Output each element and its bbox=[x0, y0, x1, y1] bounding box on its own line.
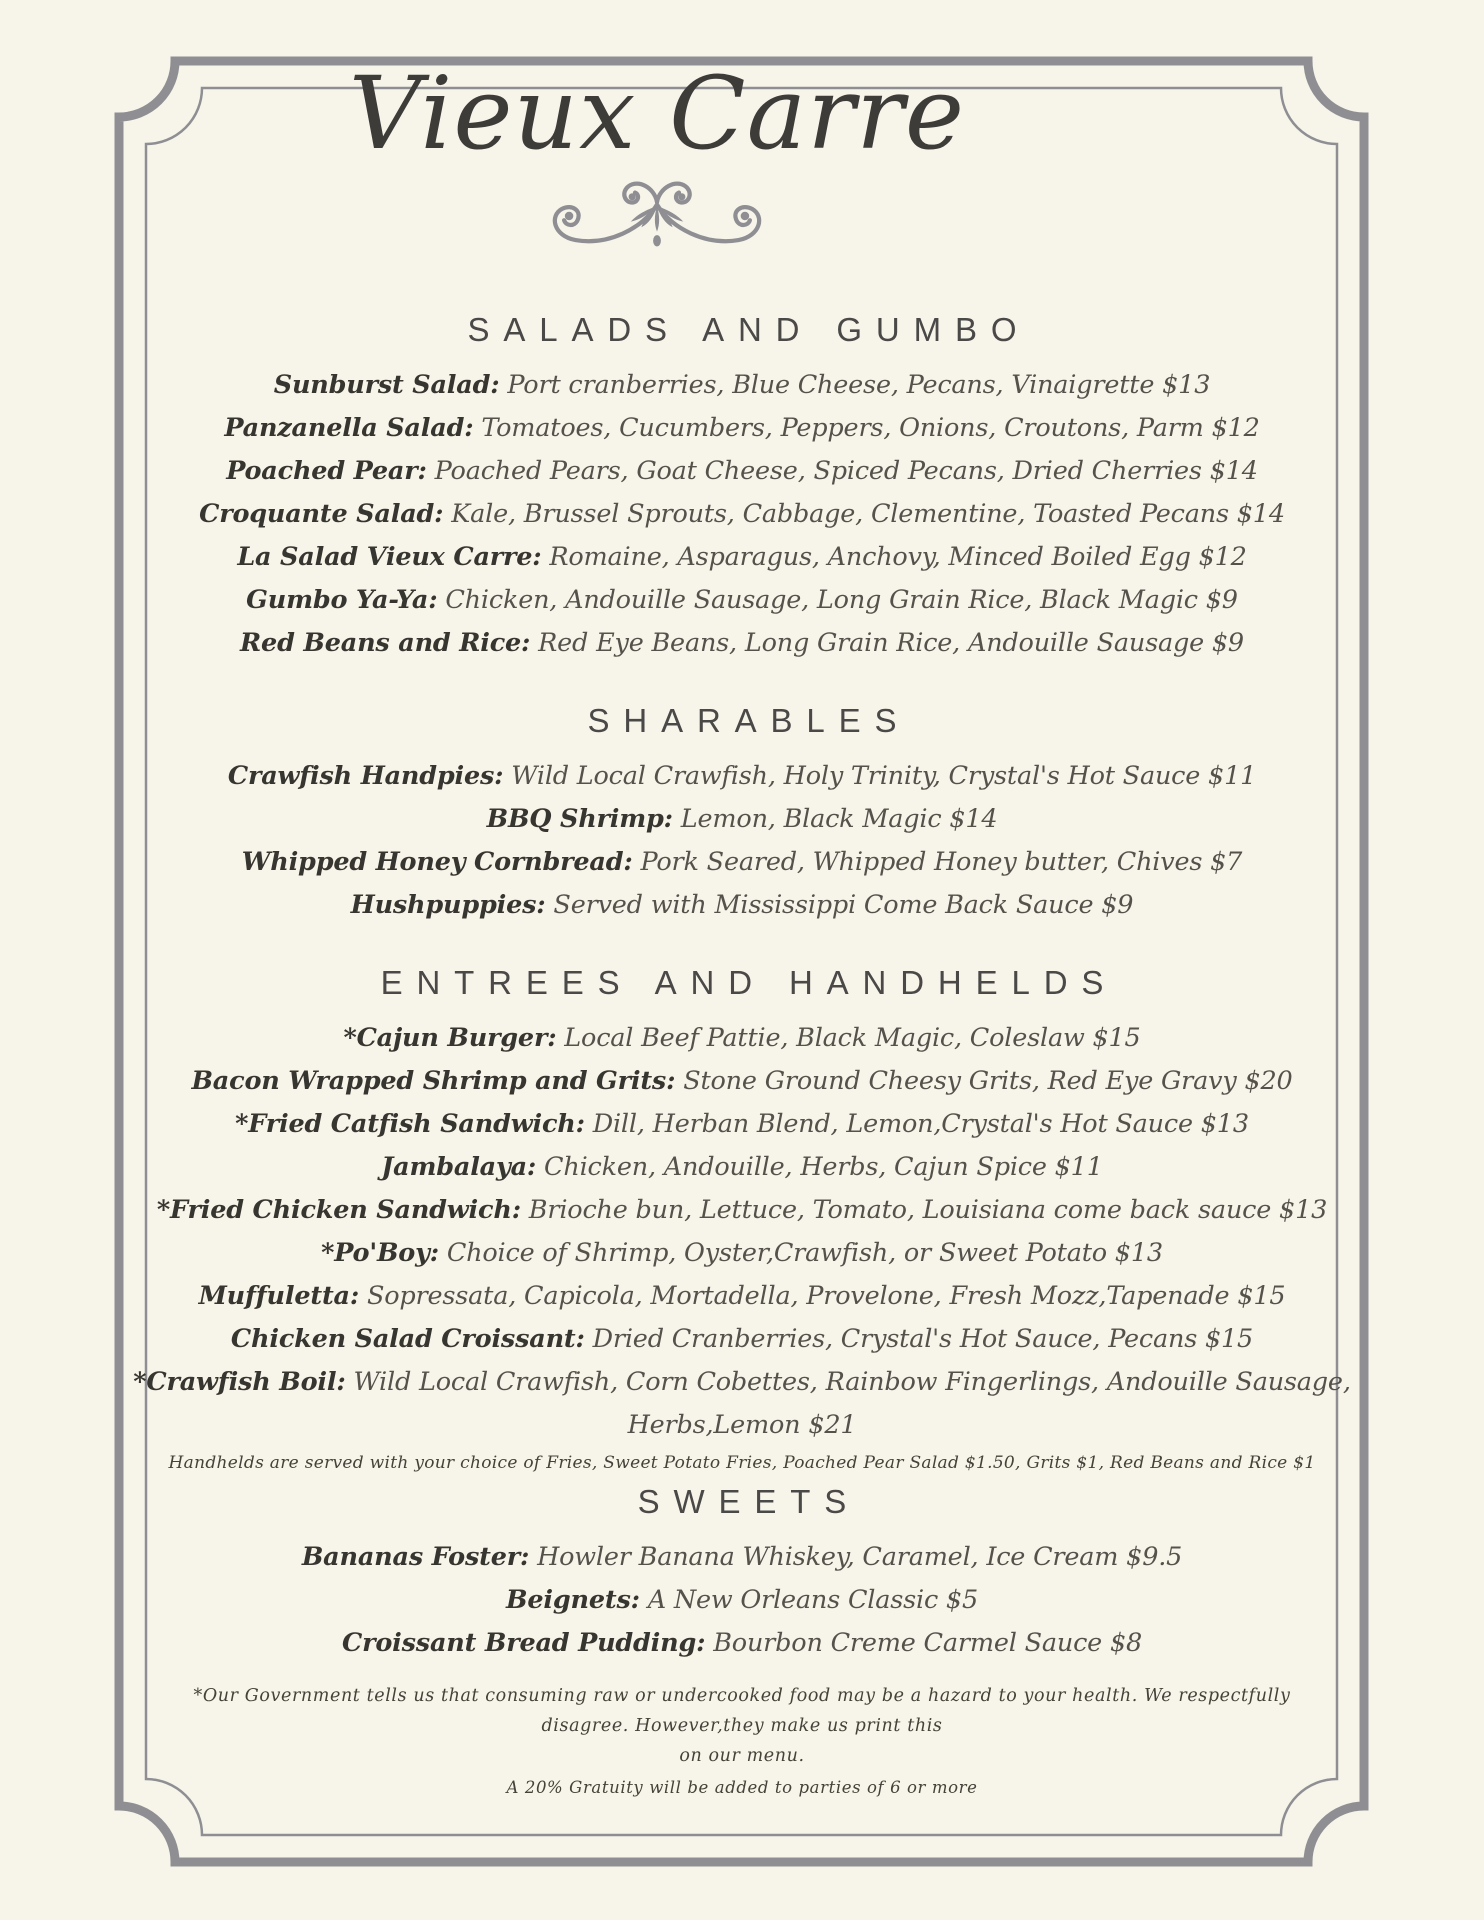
menu-footer bbox=[122, 1681, 1362, 1801]
item-name: Whipped Honey Cornbread: bbox=[241, 847, 633, 877]
item-name: Red Beans and Rice: bbox=[240, 628, 531, 658]
menu-item bbox=[122, 1622, 1362, 1665]
disclaimer-line-2: on our menu. bbox=[679, 1746, 805, 1766]
item-desc: Red Eye Beans, Long Grain Rice, Andouille Sausage $9 bbox=[530, 628, 1244, 658]
menu-item bbox=[122, 798, 1362, 841]
menu-sections bbox=[122, 310, 1362, 1665]
menu-item bbox=[122, 1536, 1362, 1579]
item-name: Poached Pear: bbox=[226, 456, 427, 486]
menu-item bbox=[122, 755, 1362, 798]
section-heading: ENTREES AND HANDHELDS bbox=[380, 964, 1118, 1001]
item-name: Gumbo Ya-Ya: bbox=[246, 585, 438, 615]
item-name: Muffuletta: bbox=[198, 1281, 360, 1311]
item-desc: Chicken, Andouille, Herbs, Cajun Spice $11 bbox=[536, 1152, 1103, 1182]
gratuity-note: A 20% Gratuity will be added to parties of 6 or more bbox=[506, 1778, 978, 1797]
menu-item bbox=[122, 1189, 1362, 1232]
item-name: La Salad Vieux Carre: bbox=[237, 542, 542, 572]
item-name: Panzanella Salad: bbox=[224, 413, 474, 443]
item-desc: Served with Mississippi Come Back Sauce $9 bbox=[545, 890, 1134, 920]
item-desc: Howler Banana Whiskey, Caramel, Ice Cream $9.5 bbox=[529, 1542, 1183, 1572]
item-desc: Brioche bun, Lettuce, Tomato, Louisiana come back sauce $13 bbox=[520, 1195, 1328, 1225]
section-heading: SWEETS bbox=[637, 1483, 861, 1520]
item-desc: Lemon, Black Magic $14 bbox=[672, 804, 998, 834]
item-desc: Wild Local Crawfish, Corn Cobettes, Rainbow Fingerlings, Andouille Sausage, Herbs,Lemon $21 bbox=[345, 1367, 1351, 1440]
menu-item bbox=[122, 1146, 1362, 1189]
menu-item bbox=[122, 364, 1362, 407]
item-name: Croquante Salad: bbox=[199, 499, 444, 529]
item-name: Hushpuppies: bbox=[350, 890, 546, 920]
item-desc: Wild Local Crawfish, Holy Trinity, Crystal's Hot Sauce $11 bbox=[503, 761, 1257, 791]
menu-item bbox=[122, 1103, 1362, 1146]
section-note: Handhelds are served with your choice of Fries, Sweet Potato Fries, Poached Pear Salad $1.50, Grits $1, Red Beans and Rice $1 bbox=[168, 1453, 1316, 1473]
item-name: Jambalaya: bbox=[381, 1152, 537, 1182]
item-name: Bananas Foster: bbox=[301, 1542, 530, 1572]
item-desc: Bourbon Creme Carmel Sauce $8 bbox=[705, 1628, 1142, 1658]
menu-item bbox=[122, 841, 1362, 884]
menu-item bbox=[122, 622, 1362, 665]
item-desc: Dill, Herban Blend, Lemon,Crystal's Hot Sauce $13 bbox=[584, 1109, 1249, 1139]
item-desc: Port cranberries, Blue Cheese, Pecans, Vinaigrette $13 bbox=[499, 370, 1211, 400]
menu-item bbox=[122, 1232, 1362, 1275]
item-desc: Choice of Shrimp, Oyster,Crawfish, or Sweet Potato $13 bbox=[438, 1238, 1163, 1268]
menu-item bbox=[122, 579, 1362, 622]
item-name: BBQ Shrimp: bbox=[486, 804, 673, 834]
item-desc: Sopressata, Capicola, Mortadella, Provelone, Fresh Mozz,Tapenade $15 bbox=[359, 1281, 1286, 1311]
item-desc: Romaine, Asparagus, Anchovy, Minced Boiled Egg $12 bbox=[541, 542, 1247, 572]
item-name: Beignets: bbox=[506, 1585, 640, 1615]
item-name: *Crawfish Boil: bbox=[133, 1367, 346, 1397]
item-desc: Dried Cranberries, Crystal's Hot Sauce, Pecans $15 bbox=[584, 1324, 1254, 1354]
item-desc: Poached Pears, Goat Cheese, Spiced Pecans, Dried Cherries $14 bbox=[426, 456, 1258, 486]
menu-item bbox=[122, 1361, 1362, 1447]
menu-item bbox=[122, 1017, 1362, 1060]
menu-item bbox=[122, 536, 1362, 579]
menu-section bbox=[122, 310, 1362, 665]
item-desc: Stone Ground Cheesy Grits, Red Eye Gravy $20 bbox=[675, 1066, 1293, 1096]
item-name: *Fried Chicken Sandwich: bbox=[156, 1195, 521, 1225]
item-desc: A New Orleans Classic $5 bbox=[639, 1585, 978, 1615]
section-heading: SALADS AND GUMBO bbox=[467, 311, 1031, 348]
menu-item bbox=[122, 1060, 1362, 1103]
flourish-ornament-icon bbox=[532, 172, 782, 250]
item-desc: Pork Seared, Whipped Honey butter, Chives $7 bbox=[632, 847, 1243, 877]
menu-item bbox=[122, 1579, 1362, 1622]
disclaimer-line-1: *Our Government tells us that consuming raw or undercooked food may be a hazard to your health. We respectfully disagree. However,they make us print this bbox=[193, 1686, 1291, 1736]
item-desc: Tomatoes, Cucumbers, Peppers, Onions, Croutons, Parm $12 bbox=[473, 413, 1260, 443]
item-name: *Cajun Burger: bbox=[343, 1023, 557, 1053]
item-name: Croissant Bread Pudding: bbox=[342, 1628, 706, 1658]
menu-item bbox=[122, 884, 1362, 927]
item-desc: Local Beef Pattie, Black Magic, Coleslaw $15 bbox=[556, 1023, 1141, 1053]
item-desc: Kale, Brussel Sprouts, Cabbage, Clementine, Toasted Pecans $14 bbox=[443, 499, 1285, 529]
item-desc: Chicken, Andouille Sausage, Long Grain Rice, Black Magic $9 bbox=[437, 585, 1238, 615]
item-name: Crawfish Handpies: bbox=[227, 761, 504, 791]
item-name: Bacon Wrapped Shrimp and Grits: bbox=[191, 1066, 676, 1096]
item-name: *Fried Catfish Sandwich: bbox=[235, 1109, 585, 1139]
menu-section bbox=[122, 963, 1362, 1476]
menu-item bbox=[122, 493, 1362, 536]
menu-section bbox=[122, 1482, 1362, 1665]
section-heading: SHARABLES bbox=[587, 702, 911, 739]
disclaimer-text bbox=[172, 1681, 1312, 1771]
menu-item bbox=[122, 1318, 1362, 1361]
item-name: *Po'Boy: bbox=[321, 1238, 439, 1268]
menu-header bbox=[37, 55, 1277, 250]
menu-section bbox=[122, 701, 1362, 927]
menu-item bbox=[122, 407, 1362, 450]
page-title: Vieux Carre bbox=[348, 55, 966, 172]
menu-item bbox=[122, 1275, 1362, 1318]
item-name: Sunburst Salad: bbox=[273, 370, 500, 400]
item-name: Chicken Salad Croissant: bbox=[230, 1324, 585, 1354]
menu-item bbox=[122, 450, 1362, 493]
